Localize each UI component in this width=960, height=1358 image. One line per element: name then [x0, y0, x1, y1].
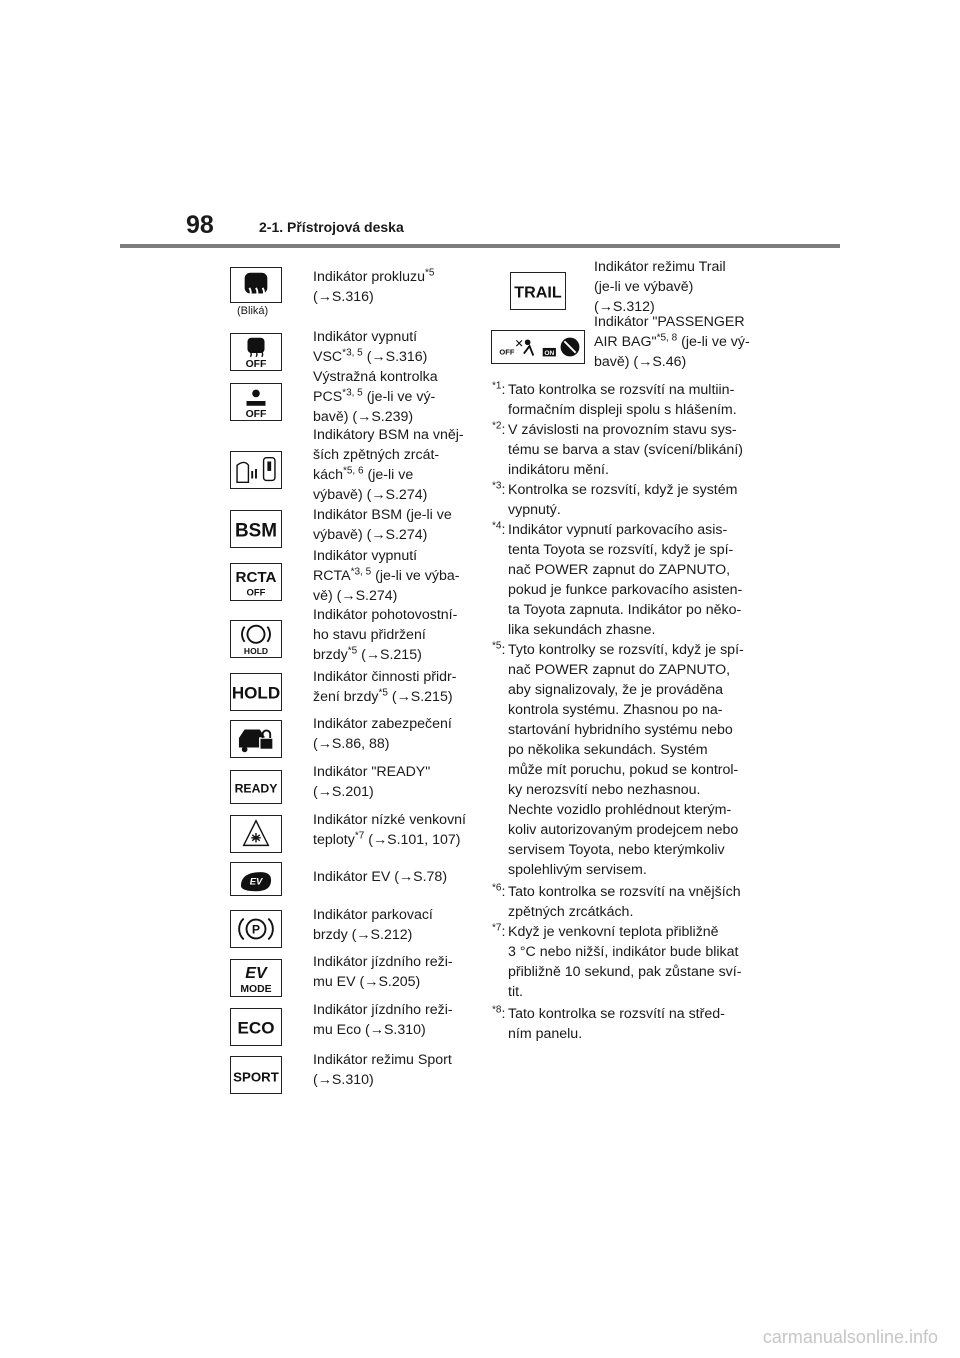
indicator-description: Indikátor jízdního reži- mu Eco (→S.310): [313, 1002, 453, 1038]
svg-text:EV: EV: [245, 964, 267, 982]
bsm-icon: [230, 510, 282, 548]
footnote: [492, 640, 762, 880]
brake-hold-operated-icon: [230, 673, 282, 711]
footnote-mark: $^{*2}$:: [492, 420, 506, 438]
indicator-description: Indikátory BSM na vněj- ších zpětných zrcát- kách$^{*5, 6}$ (je-li ve výbavě) (→S.274): [313, 427, 464, 503]
indicator-description: Indikátor "PASSENGER AIR BAG"$^{*5, 8}$ (je-li ve vý- bavě) (→S.46): [594, 314, 750, 370]
slip-indicator-icon: [230, 267, 282, 303]
ev-mode-icon: [230, 959, 282, 997]
svg-text:RCTA: RCTA: [235, 569, 277, 586]
footnote-mark: $^{*6}$:: [492, 882, 506, 900]
indicator-description: Indikátor vypnutí VSC$^{*3, 5}$ (→S.316): [313, 329, 428, 365]
footnote: [492, 520, 762, 640]
footnote-mark: $^{*1}$:: [492, 380, 506, 398]
indicator-description: Indikátor jízdního reži- mu EV (→S.205): [313, 954, 453, 990]
svg-text:READY: READY: [234, 781, 278, 796]
rcta-off-icon: [230, 563, 282, 601]
footnote: [492, 420, 762, 480]
passenger-airbag-icon: [491, 330, 585, 364]
parking-brake-icon: [230, 910, 282, 948]
svg-text:OFF: OFF: [246, 587, 266, 599]
watermark: carmanualsonline.info: [762, 1327, 938, 1347]
ev-indicator-icon: [230, 862, 282, 896]
indicator-description: Indikátor vypnutí RCTA$^{*3, 5}$ (je-li ve výba- vě) (→S.274): [313, 548, 460, 604]
footnote-text: V závislosti na provozním stavu sys- tému se barva a stav (svícení/blikání) indikátoru mění.: [508, 422, 743, 478]
indicator-description: Indikátor "READY" (→S.201): [313, 764, 431, 800]
indicator-description: Indikátor BSM (je-li ve výbavě) (→S.274): [313, 507, 452, 543]
svg-text:EV: EV: [249, 875, 263, 887]
indicator-description: Indikátor prokluzu$^{*5}$ (→S.316): [313, 267, 435, 305]
indicator-description: Indikátor nízké venkovní teploty$^{*7}$ (→S.101, 107): [313, 812, 466, 848]
page-number: 98: [186, 211, 214, 239]
low-temperature-icon: [230, 815, 282, 853]
footnote: [492, 380, 762, 420]
eco-mode-icon: [230, 1008, 282, 1046]
header-rule: [120, 244, 840, 248]
footnote: [492, 480, 762, 520]
svg-text:OFF: OFF: [499, 347, 515, 357]
svg-text:SPORT: SPORT: [233, 1069, 279, 1085]
footnote: [492, 882, 762, 922]
footnote: [492, 922, 762, 1002]
footnote-text: Když je venkovní teplota přibližně 3 °C nebo nižší, indikátor bude blikat přibližně 10 sekund, pak zůstane sví- tit.: [508, 924, 742, 1000]
section-title: 2-1. Přístrojová deska: [259, 219, 404, 235]
svg-text:HOLD: HOLD: [231, 683, 281, 703]
pcs-warning-icon: [230, 383, 282, 421]
svg-text:MODE: MODE: [240, 984, 272, 996]
svg-text:TRAIL: TRAIL: [514, 283, 562, 302]
footnote-text: Tato kontrolka se rozsvítí na střed- ním panelu.: [508, 1006, 725, 1042]
footnote-mark: $^{*8}$:: [492, 1004, 506, 1022]
indicator-description: Indikátor činnosti přidr- žení brzdy$^{*5}$ (→S.215): [313, 669, 457, 705]
security-icon: [230, 720, 282, 758]
indicator-description: Indikátor pohotovostní- ho stavu přidržení brzdy$^{*5}$ (→S.215): [313, 607, 458, 663]
footnote: [492, 1004, 762, 1044]
footnote-mark: $^{*5}$:: [492, 640, 506, 658]
brake-hold-standby-icon: [230, 620, 282, 658]
svg-text:OFF: OFF: [245, 359, 267, 370]
indicator-description: Výstražná kontrolka PCS$^{*3, 5}$ (je-li ve vý- bavě) (→S.239): [313, 369, 438, 425]
sport-mode-icon: [230, 1056, 282, 1094]
indicator-description: Indikátor zabezpečení (→S.86, 88): [313, 716, 452, 752]
footnote-mark: $^{*7}$:: [492, 922, 506, 940]
indicator-description: Indikátor EV (→S.78): [313, 869, 448, 885]
indicator-description: Indikátor režimu Sport (→S.310): [313, 1052, 452, 1088]
svg-text:ON: ON: [544, 350, 555, 357]
svg-text:ECO: ECO: [237, 1018, 275, 1038]
footnote-text: Indikátor vypnutí parkovacího asis- tenta Toyota se rozsvítí, když je spí- nač POWER zapnut do ZAPNUTO, pokud je funkce parkovacího asisten- ta Toyota zapnuta. Indikátor po něko- lika sekundách zhasne.: [508, 522, 743, 638]
indicator-description: Indikátor režimu Trail (je-li ve výbavě) (→S.312): [594, 259, 726, 315]
svg-text:BSM: BSM: [234, 520, 278, 542]
footnote-text: Kontrolka se rozsvítí, když je systém vypnutý.: [508, 482, 738, 518]
bsm-mirror-icon: [230, 451, 282, 489]
ready-icon: [230, 770, 282, 804]
svg-text:P: P: [251, 922, 261, 937]
footnote-text: Tato kontrolka se rozsvítí na multiin- formačním displeji spolu s hlášením.: [508, 382, 737, 418]
indicator-description: Indikátor parkovací brzdy (→S.212): [313, 907, 433, 943]
svg-text:OFF: OFF: [245, 409, 267, 420]
footnote-text: Tato kontrolka se rozsvítí na vnějších zpětných zrcátkách.: [508, 884, 741, 920]
footnote-text: Tyto kontrolky se rozsvítí, když je spí- nač POWER zapnut do ZAPNUTO, aby signalizovaly, že je prováděna kontrola systému. Zhasnou po na- startování hybridního systému nebo po několika sekundách. Systém může mít poruchu, pokud se kontrol- ky nerozsvítí nebo nezhasnou. Nechte vozidlo prohlédnout kterým- koliv autorizovaným prodejcem nebo servisem Toyota, nebo kterýmkoliv spolehlivým servisem.: [508, 642, 744, 878]
footnote-mark: $^{*3}$:: [492, 480, 506, 498]
vsc-off-icon: [230, 333, 282, 371]
svg-text:HOLD: HOLD: [243, 646, 269, 657]
footnote-mark: $^{*4}$:: [492, 520, 506, 538]
icon-caption: (Bliká): [237, 305, 269, 317]
trail-mode-icon: [510, 272, 566, 310]
